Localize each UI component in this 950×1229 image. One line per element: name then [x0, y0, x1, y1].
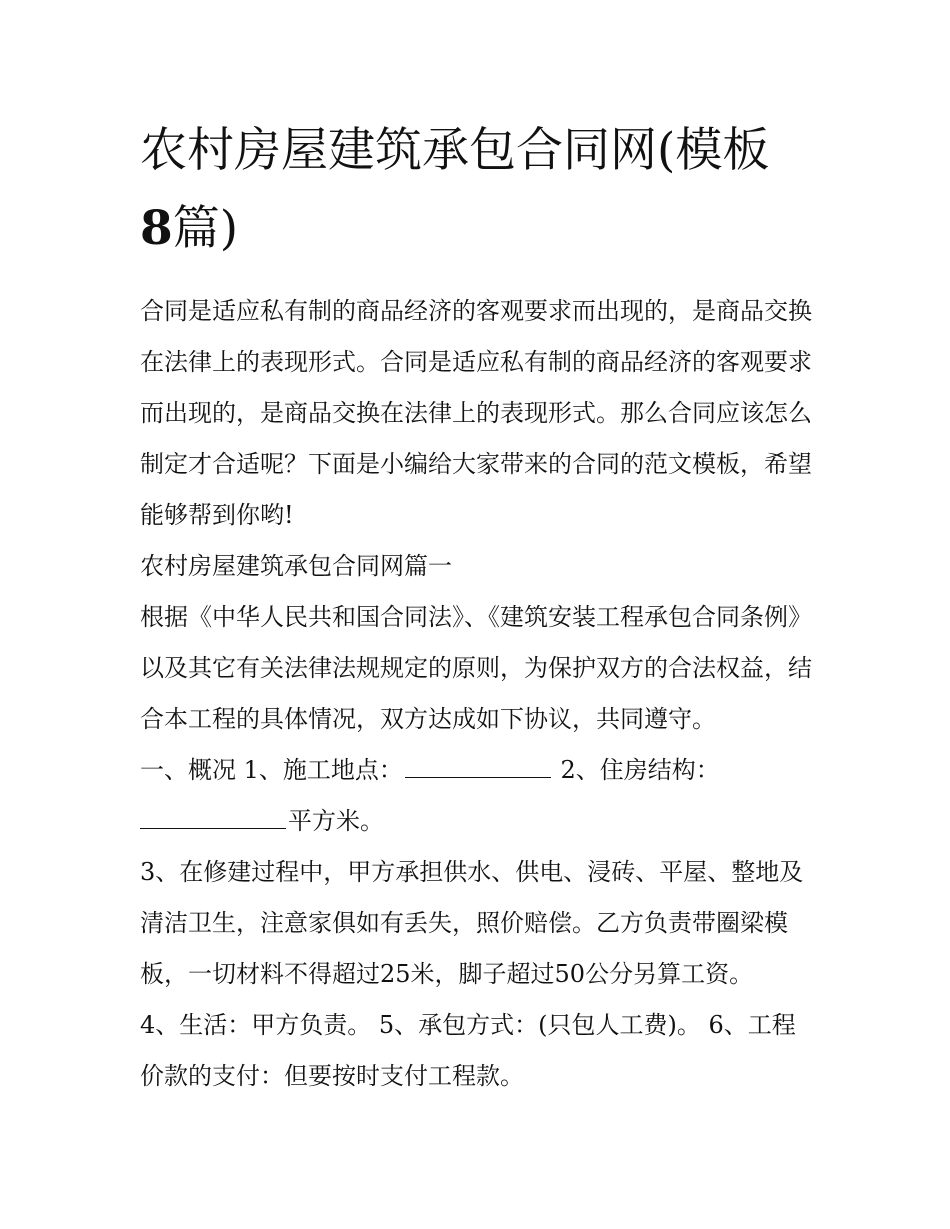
- overview-paragraph: [140, 745, 812, 847]
- location-blank: [405, 755, 551, 778]
- title-number: 8: [140, 201, 173, 256]
- basis-paragraph: 根据《中华人民共和国合同法》、《建筑安装工程承包合同条例》以及其它有关法律法规规定的原则，为保护双方的合法权益，结合本工程的具体情况，双方达成如下协议，共同遵守。: [140, 603, 812, 733]
- location-label: 一、概况 1、施工地点：: [140, 756, 403, 784]
- title-suffix: 篇): [172, 201, 239, 256]
- intro-paragraph: 合同是适应私有制的商品经济的客观要求而出现的，是商品交换在法律上的表现形式。合同是适应私有制的商品经济的客观要求而出现的，是商品交换在法律上的表现形式。那么合同应该怎么制定才合适呢？下面是小编给大家带来的合同的范文模板，希望能够帮到你哟!: [140, 297, 812, 529]
- item3-paragraph: 3、在修建过程中，甲方承担供水、供电、浸砖、平屋、整地及清洁卫生，注意家俱如有丢失，照价赔偿。乙方负责带圈梁模板，一切材料不得超过25米，脚子超过50公分另算工资。: [140, 858, 804, 988]
- item4-paragraph: 4、生活：甲方负责。 5、承包方式：(只包人工费)。 6、工程价款的支付：但要按时支付工程款。: [140, 1011, 796, 1090]
- document-title: [140, 112, 812, 268]
- title-text: 农村房屋建筑承包合同网(模板: [140, 123, 770, 178]
- area-blank: [140, 806, 286, 829]
- document-page: [140, 112, 812, 1102]
- area-unit: 平方米。: [288, 807, 384, 835]
- section-heading: 农村房屋建筑承包合同网篇一: [140, 552, 452, 580]
- structure-label: 2、住房结构：: [552, 756, 720, 784]
